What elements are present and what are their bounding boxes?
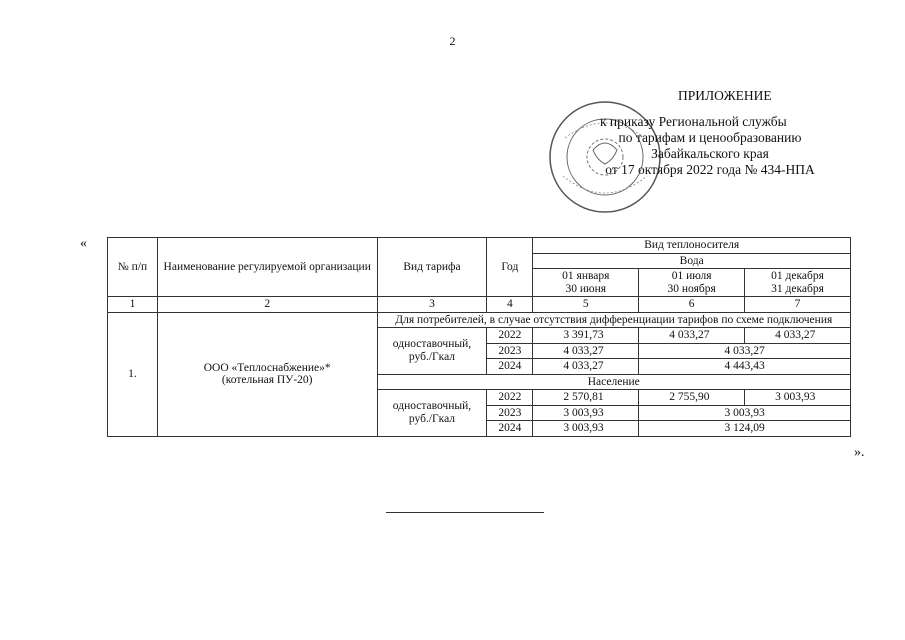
value-cell: 3 003,93 [745, 390, 851, 406]
value-cell: 3 391,73 [533, 328, 639, 344]
value-cell: 3 003,93 [533, 405, 639, 421]
appendix-line: от 17 октября 2022 года № 434-НПА [605, 162, 815, 177]
year-cell: 2024 [487, 359, 533, 375]
value-cell: 2 570,81 [533, 390, 639, 406]
value-cell: 3 124,09 [639, 421, 851, 437]
year-cell: 2023 [487, 405, 533, 421]
col-number: 1 [108, 297, 158, 313]
tariff-table [107, 237, 851, 437]
col-number: 3 [377, 297, 487, 313]
value-cell: 4 033,27 [533, 359, 639, 375]
year-cell: 2022 [487, 328, 533, 344]
value-cell: 4 033,27 [639, 328, 745, 344]
year-cell: 2023 [487, 343, 533, 359]
value-cell: 4 033,27 [533, 343, 639, 359]
tariff-type: одноставочный, руб./Гкал [377, 328, 487, 375]
value-cell: 4 443,43 [639, 359, 851, 375]
appendix-block [560, 88, 860, 178]
column-number-row [108, 297, 851, 313]
col-number: 6 [639, 297, 745, 313]
header-water: Вода [533, 253, 851, 269]
organization-name: ООО «Теплоснабжение»* (котельная ПУ-20) [157, 312, 377, 436]
value-cell: 3 003,93 [533, 421, 639, 437]
appendix-line: Забайкальского края [651, 146, 769, 161]
year-cell: 2022 [487, 390, 533, 406]
tariff-type: одноставочный, руб./Гкал [377, 390, 487, 437]
row-number: 1. [108, 312, 158, 436]
opening-quote: « [80, 236, 87, 251]
page-number: 2 [449, 34, 456, 48]
value-cell: 4 033,27 [745, 328, 851, 344]
appendix-line: к приказу Региональной службы [600, 114, 787, 129]
col-number: 5 [533, 297, 639, 313]
value-cell: 4 033,27 [639, 343, 851, 359]
col-number: 4 [487, 297, 533, 313]
section-title: Население [377, 374, 850, 390]
header-period-1: 01 января 30 июня [533, 269, 639, 297]
appendix-line: по тарифам и ценообразованию [618, 130, 802, 145]
header-year: Год [487, 238, 533, 297]
value-cell: 2 755,90 [639, 390, 745, 406]
header-num: № п/п [108, 238, 158, 297]
section-title: Для потребителей, в случае отсутствия дифференциации тарифов по схеме подключения [377, 312, 850, 328]
appendix-heading: ПРИЛОЖЕНИЕ [678, 88, 772, 103]
header-org: Наименование регулируемой организации [157, 238, 377, 297]
header-carrier: Вид теплоносителя [533, 238, 851, 254]
col-number: 2 [157, 297, 377, 313]
value-cell: 3 003,93 [639, 405, 851, 421]
separator-line [386, 512, 544, 513]
closing-quote: ». [854, 445, 865, 460]
col-number: 7 [745, 297, 851, 313]
header-period-3: 01 декабря 31 декабря [745, 269, 851, 297]
header-period-2: 01 июля 30 ноября [639, 269, 745, 297]
year-cell: 2024 [487, 421, 533, 437]
header-tariff-type: Вид тарифа [377, 238, 487, 297]
